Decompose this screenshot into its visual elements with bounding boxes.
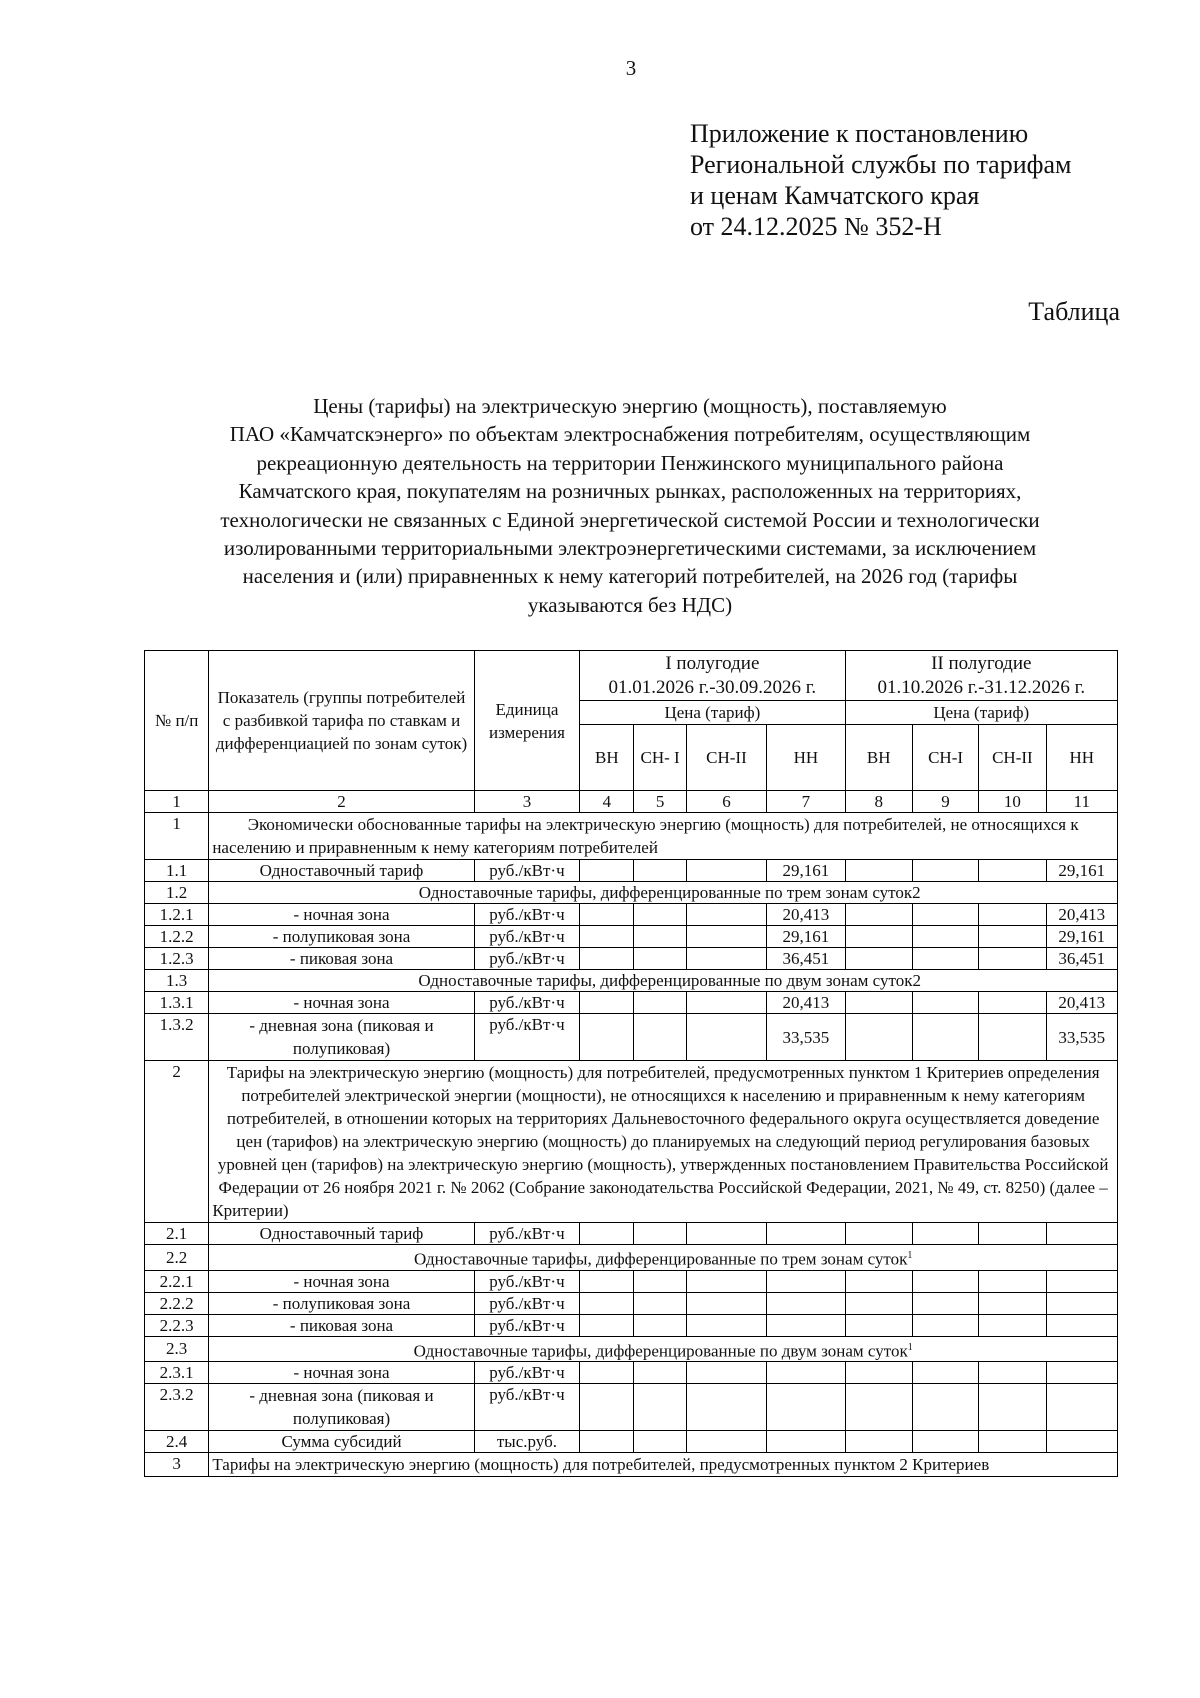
header-row	[145, 651, 1118, 701]
row-unit: руб./кВт·ч	[474, 1314, 580, 1336]
appendix-block	[690, 118, 1071, 242]
appendix-line: от 24.12.2025 № 352-Н	[690, 212, 942, 241]
table-row	[145, 1453, 1118, 1477]
section-text-main: Одноставочные тарифы, дифференцированные по трем зонам суток	[413, 1249, 908, 1269]
h1-nn-value: 20,413	[767, 904, 845, 926]
col-vn: ВН	[580, 725, 634, 791]
table-row	[145, 1245, 1118, 1271]
row-num: 1.3	[145, 970, 209, 992]
h2-nn-value: 20,413	[1046, 904, 1117, 926]
row-num: 2.3	[145, 1336, 209, 1362]
col-number: 10	[979, 791, 1046, 813]
section-text	[209, 1245, 1118, 1271]
col-number: 11	[1046, 791, 1117, 813]
row-unit: руб./кВт·ч	[474, 1223, 580, 1245]
table-row	[145, 1223, 1118, 1245]
row-num: 2.2.1	[145, 1270, 209, 1292]
row-label: - полупиковая зона	[209, 1292, 474, 1314]
row-unit: руб./кВт·ч	[474, 1362, 580, 1384]
section-text: Тарифы на электрическую энергию (мощность) для потребителей, предусмотренных пунктом 1 Критериев определения потребителей электрической энергии (мощности), не относящихся к населению и приравненным к нему категориям потребителей, в отношении которых на территориях Дальневосточного федерального округа осуществляется доведение цен (тарифов) на электрическую энергию (мощность) до планируемых на следующий период регулирования базовых уровней цен (тарифов) на электрическую энергию (мощность), утвержденных постановлением Правительства Российской Федерации от 26 ноября 2021 г. № 2062 (Собрание законодательства Российской Федерации, 2021, № 49, ст. 8250) (далее – Критерии)	[209, 1061, 1118, 1223]
row-num: 1.1	[145, 860, 209, 882]
row-label: - ночная зона	[209, 904, 474, 926]
row-num: 1	[145, 813, 209, 860]
table-row	[145, 1362, 1118, 1384]
row-label: Одноставочный тариф	[209, 860, 474, 882]
h2-nn-value: 20,413	[1046, 992, 1117, 1014]
h2-nn-value: 36,451	[1046, 948, 1117, 970]
header-price-1: Цена (тариф)	[580, 701, 845, 725]
appendix-line: и ценам Камчатского края	[690, 181, 980, 210]
col-number: 5	[634, 791, 686, 813]
row-unit: руб./кВт·ч	[474, 926, 580, 948]
title-line: населения и (или) приравненных к нему категорий потребителей, на 2026 год (тарифы	[242, 564, 1018, 589]
row-label: Одноставочный тариф	[209, 1223, 474, 1245]
half1-title: I полугодие	[665, 652, 760, 674]
col-number: 6	[686, 791, 766, 813]
col-nn: НН	[1046, 725, 1117, 791]
page-number: 3	[625, 56, 637, 80]
header-half2	[845, 651, 1117, 701]
row-num: 1.3.2	[145, 1014, 209, 1061]
row-unit: руб./кВт·ч	[474, 904, 580, 926]
column-number-row	[145, 791, 1118, 813]
row-num: 2.2.2	[145, 1292, 209, 1314]
title-line: Камчатского края, покупателям на розничных рынках, расположенных на территориях,	[238, 479, 1022, 504]
row-unit: тыс.руб.	[474, 1431, 580, 1453]
row-num: 1.2.3	[145, 948, 209, 970]
table-row	[145, 882, 1118, 904]
h2-nn-value: 29,161	[1046, 926, 1117, 948]
row-num: 2.1	[145, 1223, 209, 1245]
table-row	[145, 1270, 1118, 1292]
row-unit: руб./кВт·ч	[474, 1384, 580, 1431]
table-row	[145, 992, 1118, 1014]
row-label: Сумма субсидий	[209, 1431, 474, 1453]
h1-nn-value: 29,161	[767, 860, 845, 882]
col-sn2: СН-II	[686, 725, 766, 791]
appendix-line: Приложение к постановлению	[690, 119, 1029, 148]
table-row	[145, 1314, 1118, 1336]
document-title	[140, 392, 1120, 619]
col-number: 8	[845, 791, 912, 813]
header-half1	[580, 651, 845, 701]
col-number: 4	[580, 791, 634, 813]
appendix-line: Региональной службы по тарифам	[690, 150, 1072, 179]
table-row	[145, 1014, 1118, 1061]
row-label: - ночная зона	[209, 1362, 474, 1384]
section-text: Экономически обоснованные тарифы на электрическую энергию (мощность) для потребителей, не относящихся к населению и приравненным к нему категориям потребителей	[209, 813, 1118, 860]
row-label: - ночная зона	[209, 1270, 474, 1292]
col-sn1: СН- I	[634, 725, 686, 791]
header-unit: Единица измерения	[474, 651, 580, 791]
row-num: 1.3.1	[145, 992, 209, 1014]
row-num: 2.3.2	[145, 1384, 209, 1431]
table-row	[145, 904, 1118, 926]
col-vn: ВН	[845, 725, 912, 791]
row-unit: руб./кВт·ч	[474, 860, 580, 882]
col-sn2: СН-II	[979, 725, 1046, 791]
table-row	[145, 860, 1118, 882]
tariff-table	[144, 650, 1118, 1477]
row-num: 2.3.1	[145, 1362, 209, 1384]
section-text: Одноставочные тарифы, дифференцированные по двум зонам суток2	[209, 970, 1118, 992]
table-row	[145, 1061, 1118, 1223]
row-label: - пиковая зона	[209, 948, 474, 970]
table-label: Таблица	[1028, 297, 1120, 326]
row-unit: руб./кВт·ч	[474, 1014, 580, 1061]
col-number: 3	[474, 791, 580, 813]
row-num: 1.2.1	[145, 904, 209, 926]
row-label: - полупиковая зона	[209, 926, 474, 948]
h2-nn-value: 29,161	[1046, 860, 1117, 882]
row-num: 2	[145, 1061, 209, 1223]
table-row	[145, 1292, 1118, 1314]
row-unit: руб./кВт·ч	[474, 992, 580, 1014]
row-num: 2.2	[145, 1245, 209, 1271]
col-nn: НН	[767, 725, 845, 791]
section-text: Одноставочные тарифы, дифференцированные по трем зонам суток2	[209, 882, 1118, 904]
title-line: технологически не связанных с Единой энергетической системой России и технологически	[220, 507, 1040, 532]
section-text	[209, 1336, 1118, 1362]
section-text: Тарифы на электрическую энергию (мощность) для потребителей, предусмотренных пунктом 2 Критериев	[209, 1453, 1118, 1477]
row-unit: руб./кВт·ч	[474, 948, 580, 970]
half1-dates: 01.01.2026 г.-30.09.2026 г.	[608, 676, 817, 698]
title-line: изолированными территориальными электроэнергетическими системами, за исключением	[223, 536, 1037, 561]
col-number: 2	[209, 791, 474, 813]
row-num: 2.2.3	[145, 1314, 209, 1336]
table-row	[145, 970, 1118, 992]
table-row	[145, 813, 1118, 860]
col-number: 7	[767, 791, 845, 813]
header-price-2: Цена (тариф)	[845, 701, 1117, 725]
footnote-mark: 1	[907, 1341, 913, 1353]
title-line: Цены (тарифы) на электрическую энергию (мощность), поставляемую	[313, 394, 947, 418]
table-row	[145, 1431, 1118, 1453]
half2-dates: 01.10.2026 г.-31.12.2026 г.	[877, 676, 1086, 698]
footnote-mark: 1	[907, 1250, 913, 1261]
title-line: указываются без НДС)	[527, 592, 733, 617]
half2-title: II полугодие	[931, 652, 1032, 674]
row-label: - ночная зона	[209, 992, 474, 1014]
row-num: 3	[145, 1453, 209, 1477]
h1-nn-value: 33,535	[767, 1014, 845, 1061]
row-unit: руб./кВт·ч	[474, 1292, 580, 1314]
h1-nn-value: 36,451	[767, 948, 845, 970]
table-row	[145, 926, 1118, 948]
section-text-main: Одноставочные тарифы, дифференцированные по двум зонам суток	[413, 1341, 908, 1361]
header-num: № п/п	[145, 651, 209, 791]
row-label: - пиковая зона	[209, 1314, 474, 1336]
title-line: ПАО «Камчатскэнерго» по объектам электроснабжения потребителям, осуществляющим	[229, 422, 1031, 447]
row-label: - дневная зона (пиковая и полупиковая)	[209, 1014, 474, 1061]
h1-nn-value: 29,161	[767, 926, 845, 948]
row-num: 1.2.2	[145, 926, 209, 948]
row-unit: руб./кВт·ч	[474, 1270, 580, 1292]
row-label: - дневная зона (пиковая и полупиковая)	[209, 1384, 474, 1431]
col-sn1: СН-I	[912, 725, 978, 791]
row-num: 2.4	[145, 1431, 209, 1453]
title-line: рекреационную деятельность на территории Пенжинского муниципального района	[256, 450, 1004, 475]
h1-nn-value: 20,413	[767, 992, 845, 1014]
h2-nn-value: 33,535	[1046, 1014, 1117, 1061]
header-indicator: Показатель (группы потребителей с разбивкой тарифа по ставкам и дифференциацией по зонам суток)	[209, 651, 474, 791]
row-num: 1.2	[145, 882, 209, 904]
col-number: 1	[145, 791, 209, 813]
table-row	[145, 1384, 1118, 1431]
col-number: 9	[912, 791, 978, 813]
table-row	[145, 1336, 1118, 1362]
table-row	[145, 948, 1118, 970]
